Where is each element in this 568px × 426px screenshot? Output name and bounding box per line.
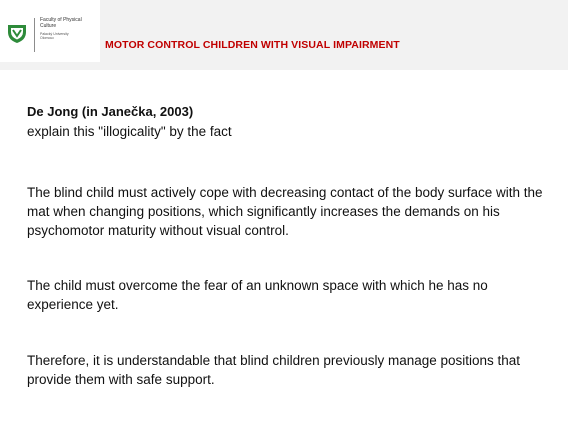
paragraph-1: The blind child must actively cope with decreasing contact of the body surface with the mat when changing positions, which significantly increases the demands on his psychomotor maturity without visual control. [27, 185, 543, 238]
logo-text-line1: Faculty of Physical [40, 17, 82, 23]
source-heading: De Jong (in Janečka, 2003) [27, 104, 194, 119]
shield-logo-icon [6, 22, 28, 44]
slide-title: MOTOR CONTROL CHILDREN WITH VISUAL IMPAIRMENT [105, 39, 400, 51]
logo-divider [34, 18, 35, 52]
logo-text-line2: Culture [40, 23, 57, 29]
faculty-logo [0, 0, 100, 62]
paragraph-3: Therefore, it is understandable that blind children previously manage positions that provide them with safe support. [27, 353, 521, 387]
paragraph-2: The child must overcome the fear of an unknown space with which he has no experience yet. [27, 278, 488, 312]
source-subheading: explain this "illogicality" by the fact [27, 124, 232, 139]
logo-text-line4: Olomouc [40, 36, 55, 40]
logo-text-line3: Palacký University [40, 32, 69, 36]
